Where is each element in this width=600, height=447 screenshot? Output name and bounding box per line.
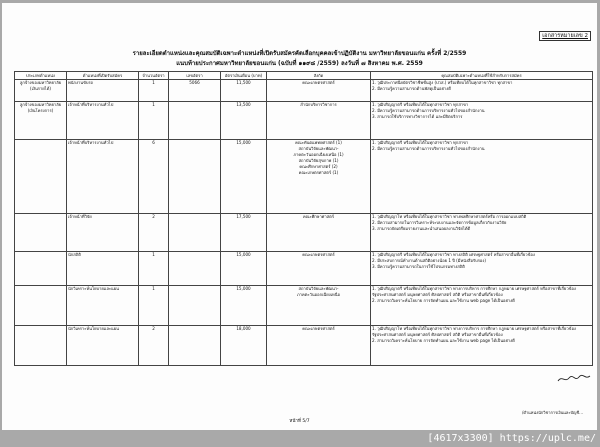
cell-qualifications-line: 2. สามารถวิเคราะห์นโยบาย การจัดทำแผน และใช้งาน web page ได้เป็นอย่างดี — [372, 298, 515, 303]
cell-count: 1 — [139, 102, 169, 140]
cell-count: 1 — [139, 286, 169, 326]
cell-qualifications-line: รัฐประศาสนศาสตร์ มนุษยศาสตร์ ศิลปศาสตร์ สถิติ หรือสาขาอื่นที่เกี่ยวข้อง — [372, 292, 503, 297]
table-row — [15, 140, 593, 214]
cell-count: 1 — [139, 80, 169, 102]
table-row — [15, 326, 593, 366]
cell-qualifications-line: 1. วุฒิปริญญาตรี หรือเทียบได้ในทุกสาขาวิชา ทุกสาขา — [372, 102, 469, 107]
cell-unit-line: ภาคตะวันออกเฉียงเหนือ (1) — [293, 152, 344, 157]
cell-unit-line: ภาคตะวันออกเฉียงเหนือ — [296, 292, 341, 297]
cell-unit-line: คณะเกษตรศาสตร์ (1) — [298, 170, 339, 175]
cell-salary: 15,000 — [221, 140, 267, 214]
cell-unit-line: คณะศึกษาศาสตร์ — [302, 214, 335, 219]
cell-position-number — [169, 140, 221, 214]
cell-qualifications-line: 3. สามารถใช้บริการทางวิชาการได้ และมีจิตบริการ — [372, 114, 463, 119]
cell-unit — [267, 80, 371, 102]
cell-unit — [267, 326, 371, 366]
cell-unit — [267, 140, 371, 214]
cell-position-type — [15, 102, 67, 140]
cell-position-number — [169, 214, 221, 252]
cell-position-number: 5066 — [169, 80, 221, 102]
cell-position-number — [169, 102, 221, 140]
cell-count: 6 — [139, 140, 169, 214]
cell-qualifications — [371, 140, 593, 214]
cell-unit — [267, 252, 371, 286]
signature-mark — [557, 374, 591, 384]
cell-unit-line: สถาบันวิจัยและพัฒนา- — [298, 146, 339, 151]
cell-position-number — [169, 326, 221, 366]
positions-table — [14, 71, 593, 366]
header-cell: จำนวนอัตรา — [139, 72, 169, 80]
cell-salary: 13,500 — [221, 102, 267, 140]
table-header-row — [15, 72, 593, 80]
cell-salary: 18,000 — [221, 326, 267, 366]
table-row — [15, 214, 593, 252]
cell-qualifications-line: 3. มีความรู้ความสามารถในการใช้โปรแกรมทางสถิติ — [372, 264, 465, 269]
header-cell: สังกัด — [267, 72, 371, 80]
cell-qualifications-line: 2. มีประสบการณ์ทำงานด้านสถิติอย่างน้อย 1 ปี (มีหนังสือรับรอง) — [372, 258, 486, 263]
cell-position-number — [169, 286, 221, 326]
cell-position-type — [15, 326, 67, 366]
cell-position-name: เจ้าหน้าที่บริหารงานทั่วไป — [67, 102, 139, 140]
cell-salary: 15,000 — [221, 286, 267, 326]
header-cell: คุณสมบัติเฉพาะตำแหน่งที่ใช้สำหรับการสมัคร — [371, 72, 593, 80]
cell-count: 1 — [139, 252, 169, 286]
cell-salary: 11,500 — [221, 80, 267, 102]
cell-unit — [267, 286, 371, 326]
document-title: รายละเอียดตำแหน่งและคุณสมบัติเฉพาะตำแหน่งที่เปิดรับสมัครคัดเลือกบุคคลเข้าปฏิบัติงาน มหาวิทยาลัยขอนแก่น ครั้งที่ 2/2559 — [132, 50, 467, 57]
cell-unit-line: คณะทันตแพทยศาสตร์ (1) — [295, 140, 342, 145]
cell-count: 2 — [139, 326, 169, 366]
cell-position-type-line: ลูกจ้างของมหาวิทยาลัย — [19, 102, 62, 107]
cell-unit-line: สถาบันวิจัยสุขภาพ (1) — [298, 158, 339, 163]
document-subtitle: แนบท้ายประกาศมหาวิทยาลัยขอนแก่น (ฉบับที่ ๑๑๙๘ /2559) ลงวันที่ ๗ สิงหาคม พ.ศ. 2559 — [176, 60, 423, 67]
cell-position-type-line: ลูกจ้างของมหาวิทยาลัย — [19, 80, 62, 85]
header-cell: อัตราเงินเดือน (บาท) — [221, 72, 267, 80]
footer-note: /ตำแหน่งนักวิชาการเงินและบัญชี... — [522, 410, 583, 415]
cell-position-type — [15, 140, 67, 214]
page-number: หน้าที่ 5/7 — [289, 419, 310, 424]
cell-unit-line: คณะเกษตรศาสตร์ — [302, 326, 335, 331]
table-row — [15, 102, 593, 140]
cell-qualifications-line: 2. มีความสามารถในการวิเคราะห์ระบบงานและจัดการข้อมูลเกี่ยวกับงานวิจัย — [372, 220, 507, 225]
cell-unit — [267, 102, 371, 140]
cell-position-name: เจ้าหน้าที่วิจัย — [67, 214, 139, 252]
cell-position-type — [15, 286, 67, 326]
header-cell: เลขอัตรา — [169, 72, 221, 80]
cell-qualifications-line: 3. สามารถจัดเตรียมรายงานและนำเสนอผลงานวิจัยได้ดี — [372, 226, 471, 231]
document-tag: เอกสารหมายเลข 2 — [539, 31, 591, 41]
cell-qualifications-line: 1. วุฒิปริญญาโท หรือเทียบได้ในทุกสาขาวิชา ทางพลศึกษาศาสตร์หรือ การออกแบบสถิติ — [372, 214, 527, 219]
watermark: [4617x3300] https://uplc.me/ — [427, 433, 596, 444]
cell-position-name: นักวิเคราะห์นโยบายและแผน — [67, 326, 139, 366]
cell-qualifications-line: 2. มีความรู้ความสามารถด้านพัสดุเป็นอย่างดี — [372, 86, 451, 91]
cell-unit-line: คณะเกษตรศาสตร์ — [302, 80, 335, 85]
cell-salary: 15,000 — [221, 252, 267, 286]
cell-qualifications-line: 2. มีความรู้ความสามารถด้านการบริหารงานทั่วไปของสำนักงาน — [372, 146, 485, 151]
table-row — [15, 286, 593, 326]
cell-qualifications — [371, 80, 593, 102]
cell-position-name: เจ้าหน้าที่บริหารงานทั่วไป — [67, 140, 139, 214]
cell-position-type-line: (เงินรายได้) — [29, 86, 51, 91]
cell-qualifications-line: 2. สามารถวิเคราะห์นโยบาย การจัดทำแผน และใช้งาน web page ได้เป็นอย่างดี — [372, 338, 515, 343]
cell-qualifications-line: 2. มีความรู้ความสามารถด้านการบริหารงานทั่วไปของสำนักงาน — [372, 108, 485, 113]
cell-qualifications — [371, 102, 593, 140]
cell-position-type — [15, 80, 67, 102]
cell-position-number — [169, 252, 221, 286]
cell-qualifications-line: 1. วุฒิประกาศนียบัตรวิชาชีพชั้นสูง (ปวส.) หรือเทียบได้ในทุกสาขาวิชา ทุกสาขา — [372, 80, 513, 85]
cell-qualifications-line: 1. วุฒิปริญญาตรี หรือเทียบได้ในทุกสาขาวิชา ทางการบริหาร การศึกษา กฎหมาย เศรษฐศาสตร์ หรือสาขาที่เกี่ยวข้อง — [372, 286, 576, 291]
header-cell: ประเภทตำแหน่ง — [15, 72, 67, 80]
cell-qualifications — [371, 286, 593, 326]
table-row — [15, 252, 593, 286]
cell-position-type-line: (เงินโครงการ) — [27, 108, 54, 113]
cell-position-type — [15, 252, 67, 286]
cell-unit — [267, 214, 371, 252]
cell-qualifications — [371, 214, 593, 252]
cell-qualifications-line: 1. วุฒิปริญญาตรี หรือเทียบได้ในทุกสาขาวิชา ทุกสาขา — [372, 140, 469, 145]
cell-position-name: นักสถิติ — [67, 252, 139, 286]
cell-position-name: นักวิเคราะห์นโยบายและแผน — [67, 286, 139, 326]
cell-qualifications-line: 1. วุฒิปริญญาโท หรือเทียบได้ในทุกสาขาวิชา ทางการบริหาร การศึกษา กฎหมาย เศรษฐศาสตร์ หรือสาขาที่เกี่ยวข้อง — [372, 326, 576, 331]
cell-qualifications-line: รัฐประศาสนศาสตร์ มนุษยศาสตร์ ศิลปศาสตร์ สถิติ หรือสาขาอื่นที่เกี่ยวข้อง — [372, 332, 503, 337]
cell-unit-line: คณะศึกษาศาสตร์ (2) — [299, 164, 338, 169]
cell-qualifications-line: 1. วุฒิปริญญาตรี หรือเทียบได้ในทุกสาขาวิชา ทางสถิติ เศรษฐศาสตร์ หรือสาขาอื่นที่เกี่ยวข้อง — [372, 252, 535, 257]
cell-unit-line: คณะเกษตรศาสตร์ — [302, 252, 335, 257]
cell-position-name: พนักงานขับรถ — [67, 80, 139, 102]
cell-qualifications — [371, 252, 593, 286]
table-row — [15, 80, 593, 102]
cell-position-type — [15, 214, 67, 252]
cell-salary: 17,500 — [221, 214, 267, 252]
header-cell: ตำแหน่งที่เปิดรับสมัคร — [67, 72, 139, 80]
cell-unit-line: สำนักบริหารวิชาการ — [300, 102, 337, 107]
cell-unit-line: สถาบันวิจัยและพัฒนา- — [298, 286, 339, 291]
cell-count: 2 — [139, 214, 169, 252]
document-page — [2, 3, 597, 430]
cell-qualifications — [371, 326, 593, 366]
